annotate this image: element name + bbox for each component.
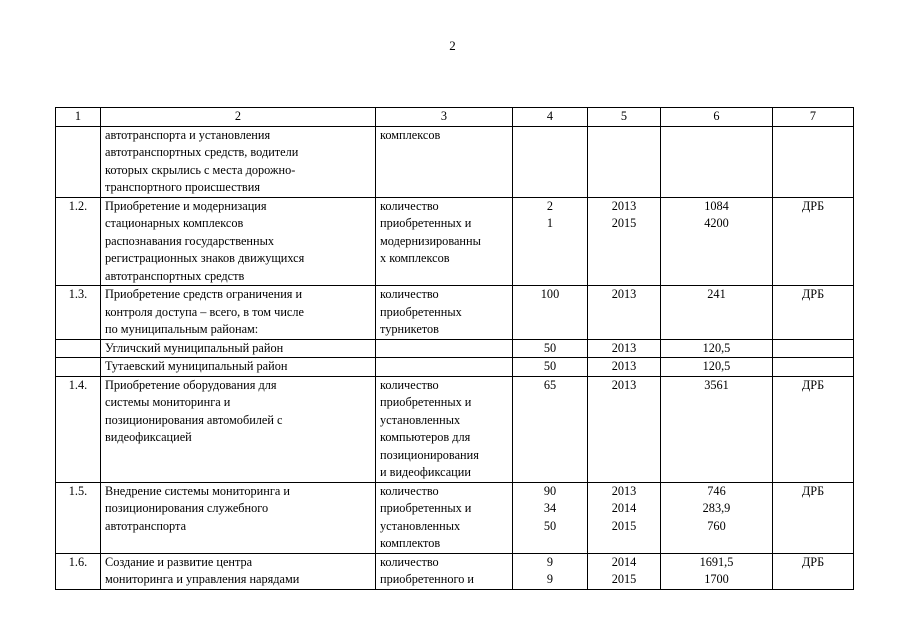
row-number [56,358,101,377]
funding-source: ДРБ [773,553,854,589]
table-row [56,339,854,358]
funding-source [773,339,854,358]
year-value: 2013 [588,286,661,340]
row-number: 1.6. [56,553,101,589]
row-number: 1.3. [56,286,101,340]
table-row [56,482,854,553]
amount-value: 241 [661,286,773,340]
program-activities-table [55,107,854,590]
indicator-name [376,339,513,358]
table-row [56,197,854,286]
indicator-name: количество приобретенных и установленных комплектов [376,482,513,553]
funding-source: ДРБ [773,376,854,482]
indicator-name: количество приобретенных и установленных компьютеров для позиционирования и видеофиксации [376,376,513,482]
amount-value: 746 283,9 760 [661,482,773,553]
quantity-value: 90 34 50 [513,482,588,553]
activity-name: автотранспорта и установления автотранспортных средств, водители которых скрылись с места дорожно- транспортного происшествия [101,126,376,197]
quantity-value: 2 1 [513,197,588,286]
year-value [588,126,661,197]
year-value: 2013 [588,358,661,377]
row-number: 1.4. [56,376,101,482]
year-value: 2013 [588,339,661,358]
funding-source: ДРБ [773,197,854,286]
activity-name: Угличский муниципальный район [101,339,376,358]
amount-value: 3561 [661,376,773,482]
funding-source [773,126,854,197]
quantity-value: 50 [513,358,588,377]
row-number [56,339,101,358]
funding-source: ДРБ [773,482,854,553]
row-number [56,126,101,197]
indicator-name: количество приобретенных и модернизированны х комплексов [376,197,513,286]
funding-source [773,358,854,377]
activity-name: Внедрение системы мониторинга и позиционирования служебного автотранспорта [101,482,376,553]
amount-value: 120,5 [661,358,773,377]
quantity-value: 9 9 [513,553,588,589]
amount-value [661,126,773,197]
column-header: 1 [56,108,101,127]
amount-value: 1084 4200 [661,197,773,286]
row-number: 1.5. [56,482,101,553]
table-row [56,286,854,340]
year-value: 2013 2014 2015 [588,482,661,553]
table-row [56,553,854,589]
indicator-name [376,358,513,377]
column-header: 7 [773,108,854,127]
column-header: 6 [661,108,773,127]
quantity-value: 100 [513,286,588,340]
quantity-value [513,126,588,197]
activity-name: Тутаевский муниципальный район [101,358,376,377]
year-value: 2013 [588,376,661,482]
table-row [56,358,854,377]
funding-source: ДРБ [773,286,854,340]
column-header: 5 [588,108,661,127]
activity-name: Приобретение средств ограничения и контроля доступа – всего, в том числе по муниципальным районам: [101,286,376,340]
indicator-name: комплексов [376,126,513,197]
activity-name: Создание и развитие центра мониторинга и управления нарядами [101,553,376,589]
table-header-row [56,108,854,127]
activity-name: Приобретение оборудования для системы мониторинга и позиционирования автомобилей с видеофиксацией [101,376,376,482]
column-header: 2 [101,108,376,127]
activity-name: Приобретение и модернизация стационарных комплексов распознавания государственных регистрационных знаков движущихся автотранспортных средств [101,197,376,286]
year-value: 2013 2015 [588,197,661,286]
amount-value: 120,5 [661,339,773,358]
indicator-name: количество приобретенного и [376,553,513,589]
amount-value: 1691,5 1700 [661,553,773,589]
indicator-name: количество приобретенных турникетов [376,286,513,340]
row-number: 1.2. [56,197,101,286]
table-row [56,376,854,482]
page-number: 2 [449,38,456,53]
column-header: 3 [376,108,513,127]
year-value: 2014 2015 [588,553,661,589]
column-header: 4 [513,108,588,127]
quantity-value: 50 [513,339,588,358]
quantity-value: 65 [513,376,588,482]
table-row [56,126,854,197]
